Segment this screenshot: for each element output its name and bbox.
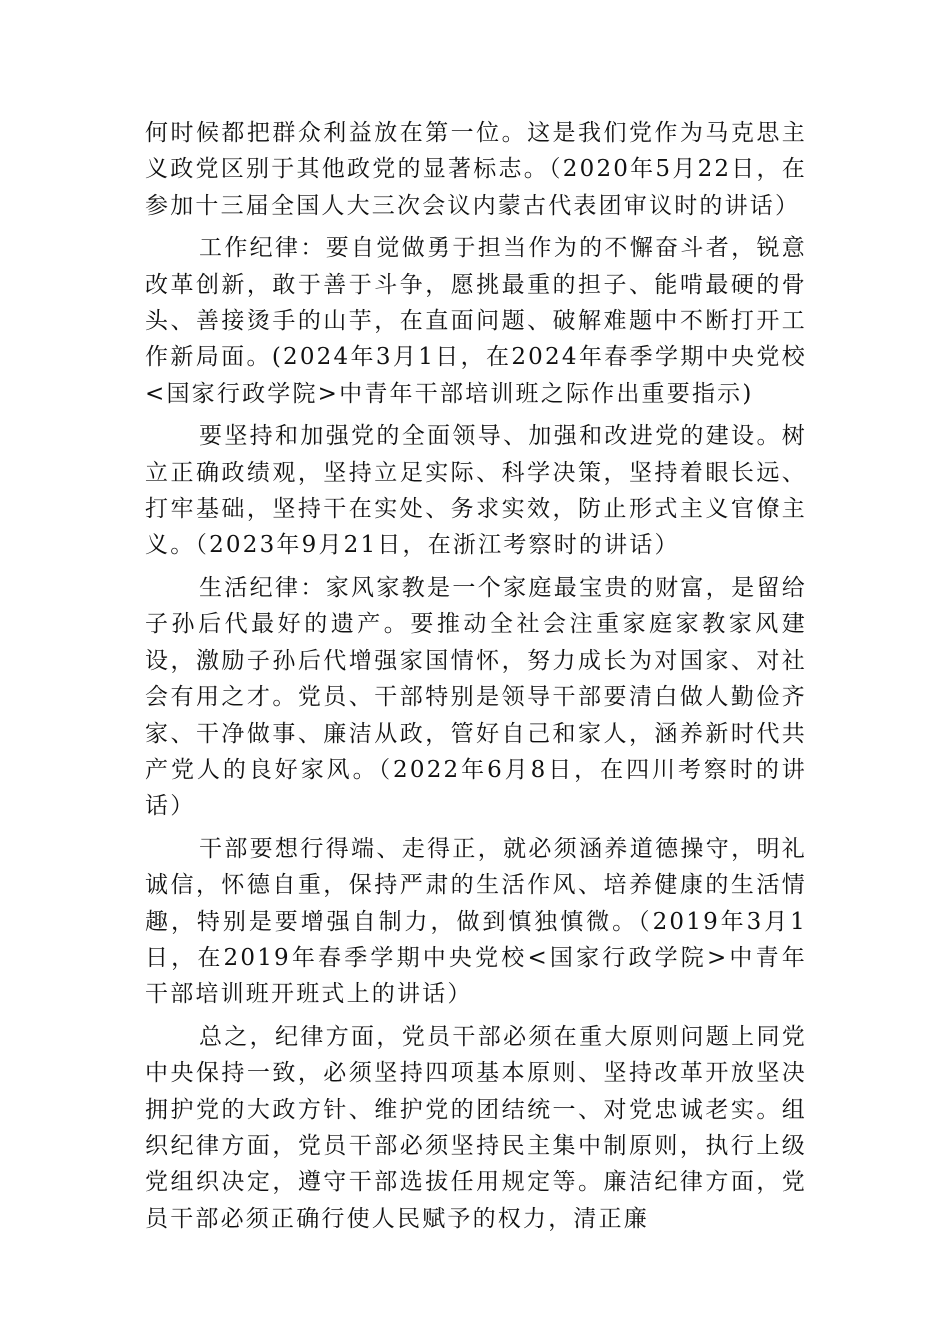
paragraph-continued: 何时候都把群众利益放在第一位。这是我们党作为马克思主义政党区别于其他政党的显著标志。（2020年5月22日，在参加十三届全国人大三次会议内蒙古代表团审议时的讲话） — [145, 120, 807, 219]
paragraph-life-discipline: 生活纪律：家风家教是一个家庭最宝贵的财富，是留给子孙后代最好的遗产。要推动全社会注重家庭家教家风建设，激励子孙后代增强家国情怀，努力成长为对国家、对社会有用之才。党员、干部特别是领导干部要清白做人勤俭齐家、干净做事、廉洁从政，管好自己和家人，涵养新时代共产党人的良好家风。（2022年6月8日，在四川考察时的讲话） — [145, 574, 807, 820]
paragraph-party-leadership: 要坚持和加强党的全面领导、加强和改进党的建设。树立正确政绩观，坚持立足实际、科学决策，坚持着眼长远、打牢基础，坚持干在实处、务求实效，防止形式主义官僚主义。（2023年9月21日，在浙江考察时的讲话） — [145, 423, 807, 559]
document-body — [145, 115, 807, 1243]
paragraph-work-discipline: 工作纪律：要自觉做勇于担当作为的不懈奋斗者，锐意改革创新，敢于善于斗争，愿挑最重的担子、能啃最硬的骨头、善接烫手的山芋，在直面问题、破解难题中不断打开工作新局面。(2024年3月1日，在2024年春季学期中央党校<国家行政学院>中青年干部培训班之际作出重要指示) — [145, 235, 807, 407]
paragraph-cadre-morality: 干部要想行得端、走得正，就必须涵养道德操守，明礼诚信，怀德自重，保持严肃的生活作风、培养健康的生活情趣，特别是要增强自制力，做到慎独慎微。（2019年3月1日，在2019年春季学期中央党校<国家行政学院>中青年干部培训班开班式上的讲话） — [145, 835, 807, 1008]
paragraph-summary: 总之，纪律方面，党员干部必须在重大原则问题上同党中央保持一致，必须坚持四项基本原则、坚持改革开放坚决拥护党的大政方针、维护党的团结统一、对党忠诚老实。组织纪律方面，党员干部必须坚持民主集中制原则，执行上级党组织决定，遵守干部选拔任用规定等。廉洁纪律方面，党员干部必须正确行使人民赋予的权力，清正廉 — [145, 1023, 807, 1232]
